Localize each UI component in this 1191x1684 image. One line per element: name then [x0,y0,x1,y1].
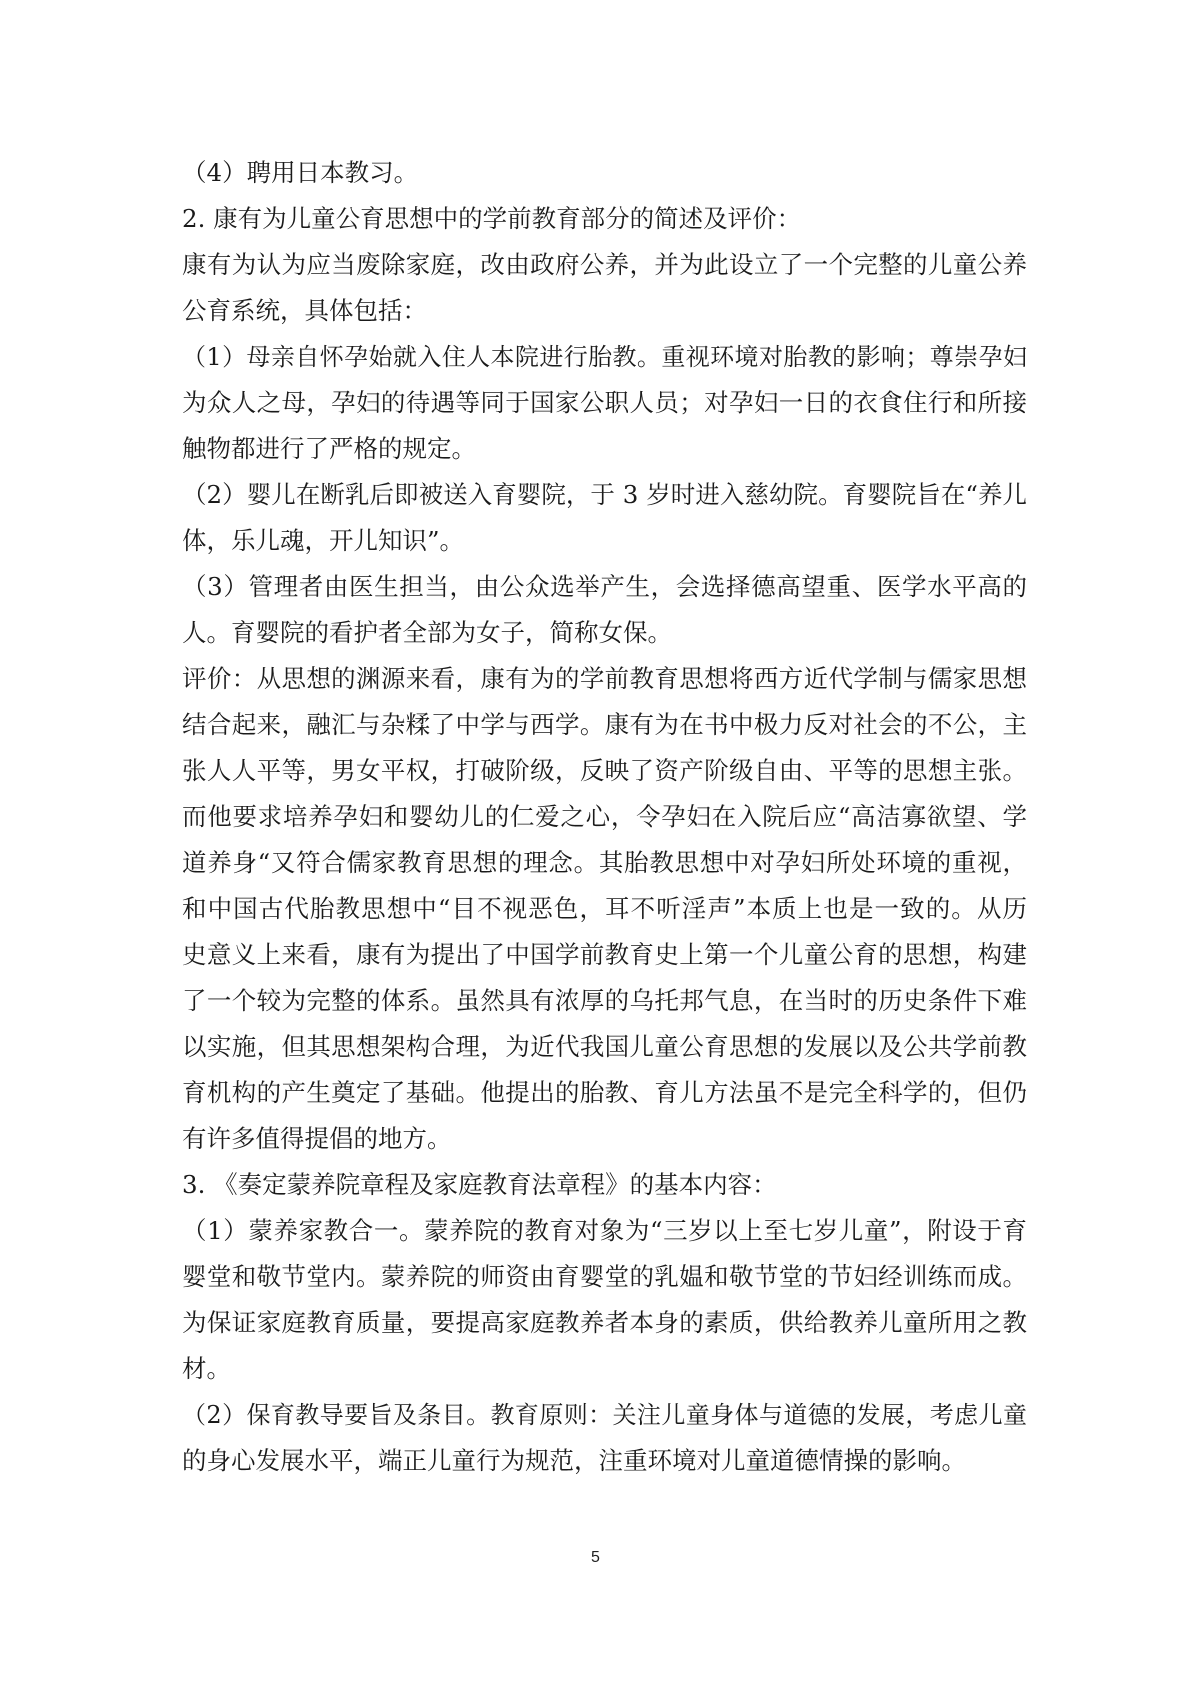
text-line: 公育系统，具体包括： [182,296,427,325]
text-line: 了一个较为完整的体系。虽然具有浓厚的乌托邦气息，在当时的历史条件下难 [182,986,1027,1015]
text-line: 康有为认为应当废除家庭，改由政府公养，并为此设立了一个完整的儿童公养 [182,250,1027,279]
text-line: （4）聘用日本教习。 [182,158,419,187]
text-line: （1）蒙养家教合一。蒙养院的教育对象为“三岁以上至七岁儿童”，附设于育 [182,1216,1027,1245]
text-line: 评价：从思想的渊源来看，康有为的学前教育思想将西方近代学制与儒家思想 [182,664,1027,693]
text-line: 3. 《奏定蒙养院章程及家庭教育法章程》的基本内容： [182,1170,777,1199]
text-line: 史意义上来看，康有为提出了中国学前教育史上第一个儿童公育的思想，构建 [182,940,1027,969]
text-line: 2. 康有为儿童公育思想中的学前教育部分的简述及评价： [182,204,802,233]
text-line: 而他要求培养孕妇和婴幼儿的仁爱之心，令孕妇在入院后应“高洁寡欲望、学 [182,802,1027,831]
text-line: 结合起来，融汇与杂糅了中学与西学。康有为在书中极力反对社会的不公，主 [182,710,1027,739]
text-line: 为保证家庭教育质量，要提高家庭教养者本身的素质，供给教养儿童所用之教 [182,1308,1027,1337]
text-line: 和中国古代胎教思想中“目不视恶色，耳不听淫声”本质上也是一致的。从历 [182,894,1027,923]
page-number: 5 [591,1549,600,1566]
text-line: （2）保育教导要旨及条目。教育原则：关注儿童身体与道德的发展，考虑儿童 [182,1401,1027,1429]
text-line: 道养身“又符合儒家教育思想的理念。其胎教思想中对孕妇所处环境的重视， [182,848,1027,877]
text-line: 材。 [182,1354,231,1383]
text-line: （3）管理者由医生担当，由公众选举产生，会选择德高望重、医学水平高的 [182,572,1027,601]
text-line: 为众人之母，孕妇的待遇等同于国家公职人员；对孕妇一日的衣食住行和所接 [182,388,1027,417]
text-line: 人。育婴院的看护者全部为女子，简称女保。 [182,618,672,647]
text-line: （1）母亲自怀孕始就入住人本院进行胎教。重视环境对胎教的影响；尊崇孕妇 [182,343,1027,371]
text-line: （2）婴儿在断乳后即被送入育婴院，于 3 岁时进入慈幼院。育婴院旨在“养儿 [182,480,1027,509]
text-line: 有许多值得提倡的地方。 [182,1124,452,1153]
text-line: 体，乐儿魂，开儿知识”。 [182,526,465,555]
text-line: 婴堂和敬节堂内。蒙养院的师资由育婴堂的乳媪和敬节堂的节妇经训练而成。 [182,1262,1027,1291]
body-text [182,150,1027,1484]
text-line: 以实施，但其思想架构合理，为近代我国儿童公育思想的发展以及公共学前教 [182,1032,1027,1061]
text-line: 触物都进行了严格的规定。 [182,434,476,463]
text-line: 育机构的产生奠定了基础。他提出的胎教、育儿方法虽不是完全科学的，但仍 [182,1078,1027,1107]
text-line: 张人人平等，男女平权，打破阶级，反映了资产阶级自由、平等的思想主张。 [182,756,1027,785]
text-line: 的身心发展水平，端正儿童行为规范，注重环境对儿童道德情操的影响。 [182,1446,966,1475]
